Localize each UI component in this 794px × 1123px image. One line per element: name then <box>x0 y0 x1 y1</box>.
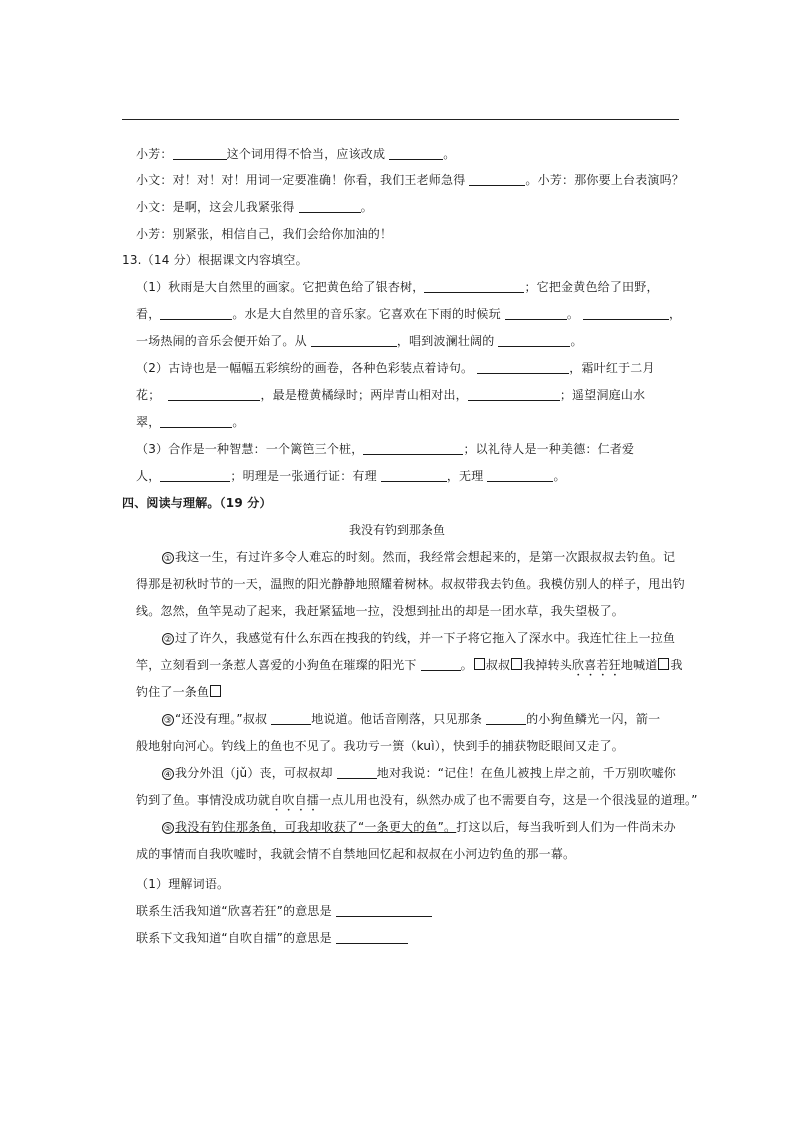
question-text: （3）合作是一种智慧：一个篱笆三个桩， <box>136 442 364 456</box>
dialogue-line-4 <box>136 226 392 242</box>
para-number: ① <box>163 554 173 564</box>
section-title: 四、阅读与理解。（19 分） <box>122 496 272 510</box>
passage-para-4-line1 <box>162 765 676 781</box>
answer-blank[interactable] <box>363 442 463 455</box>
question-text: 联系下文我知道“自吹自擂”的意思是 <box>136 931 332 945</box>
question-13-header <box>122 252 308 268</box>
passage-para-5-line1 <box>162 819 676 835</box>
answer-blank[interactable] <box>336 931 408 944</box>
question-text: ；以礼待人是一种美德：仁者爱 <box>463 442 635 456</box>
answer-blank[interactable] <box>505 307 567 320</box>
passage-para-3-line1 <box>162 711 660 727</box>
punctuation-box[interactable] <box>474 658 485 670</box>
passage-text: 叔叔 <box>485 658 511 672</box>
answer-blank[interactable] <box>487 469 553 482</box>
dialogue-line-2 <box>136 172 684 188</box>
punct: 。 <box>566 307 580 321</box>
passage-text: 的小狗鱼鳞光一闪，箭一 <box>526 712 661 726</box>
punct: 。 <box>232 415 245 429</box>
question-text: 翠， <box>136 415 161 429</box>
passage-text: 过了许久，我感觉有什么东西在拽我的钓线，并一下子将它拖入了深水中。我连忙往上一拉鱼 <box>175 631 676 645</box>
punctuation-box[interactable] <box>658 658 669 670</box>
passage-text: 钓住了一条鱼 <box>136 685 210 699</box>
question-text: 一场热闹的音乐会便开始了。从 <box>136 334 307 348</box>
answer-blank[interactable] <box>477 361 569 374</box>
passage-para-2-line1 <box>162 630 675 646</box>
answer-blank[interactable] <box>389 147 443 160</box>
passage-text: 我这一生，有过许多令人难忘的时刻。然而，我经常会想起来的，是第一次跟叔叔去钓鱼。记 <box>175 550 676 564</box>
answer-blank[interactable] <box>168 388 260 401</box>
question-text: 联系生活我知道“欣喜若狂”的意思是 <box>136 904 332 918</box>
passage-text: 竿，立刻看到一条惹人喜爱的小狗鱼在璀璨的阳光下 <box>136 658 417 672</box>
para-number: ⑤ <box>163 824 173 834</box>
answer-blank[interactable] <box>160 307 232 320</box>
question-text: 花； <box>136 388 161 402</box>
answer-blank[interactable] <box>468 388 560 401</box>
question-text: ，最是橙黄橘绿时；两岸青山相对出， <box>260 388 468 402</box>
answer-blank[interactable] <box>311 334 397 347</box>
q13-part3-line2 <box>136 468 566 484</box>
punct: 。 <box>570 334 583 348</box>
answer-blank[interactable] <box>583 307 669 320</box>
speaker-label: 小芳： <box>136 147 173 161</box>
dialogue-line-1 <box>136 146 455 162</box>
dialogue-text: 小文：是啊，这会儿我紧张得 <box>136 200 295 214</box>
punct: 。 <box>360 200 373 214</box>
passage-text: 钓到了鱼。事情没成功就 <box>136 793 271 807</box>
passage-text: “还没有理。”叔叔 <box>175 712 268 726</box>
question-text: ，霜叶红于二月 <box>569 361 655 375</box>
question-text: 人， <box>136 469 161 483</box>
dialogue-text: 这个词用得不恰当，应该改成 <box>226 147 386 161</box>
punct: 。 <box>553 469 566 483</box>
question-text: （1）秋雨是大自然里的画家。它把黄色给了银杏树， <box>136 280 425 294</box>
passage-para-1-line3 <box>136 603 624 619</box>
emphasized-word: 欣喜若狂 <box>572 658 621 672</box>
question-text: 。水是大自然里的音乐家。它喜欢在下雨的时候玩 <box>232 307 501 321</box>
answer-blank[interactable] <box>498 334 570 347</box>
answer-blank[interactable] <box>173 147 227 160</box>
passage-para-1-line1 <box>162 549 675 565</box>
q13-part1-line2 <box>136 306 681 322</box>
answer-blank[interactable] <box>299 200 361 213</box>
q13-part1-line3 <box>136 333 583 349</box>
question-text: ，唱到波澜壮阔的 <box>396 334 495 348</box>
passage-para-5-line2 <box>136 846 575 862</box>
passage-text: 成的事情而自我吹嘘时，我就会情不自禁地回忆起和叔叔在小河边钓鱼的那一幕。 <box>136 847 576 861</box>
section-4-header <box>122 495 272 511</box>
dialogue-text: 小芳：别紧张，相信自己，我们会给你加油的！ <box>136 227 393 241</box>
passage-title <box>0 522 794 538</box>
dialogue-line-3 <box>136 199 373 215</box>
para-number: ② <box>163 635 173 645</box>
passage-text: 得那是初秋时节的一天，温煦的阳光静静地照耀着树林。叔叔带我去钓鱼。我模仿别人的样子，甩出钓 <box>136 577 686 591</box>
underlined-sentence: 我没有钓住那条鱼，可我却收获了“一条更大的鱼”。 <box>175 820 457 834</box>
q13-part3-line1 <box>136 441 634 457</box>
question-text: ；明理是一张通行证：有理 <box>230 469 377 483</box>
passage-para-4-line2 <box>136 792 698 814</box>
answer-blank[interactable] <box>381 469 447 482</box>
answer-blank[interactable] <box>486 712 526 725</box>
question-title: 13.（14 分）根据课文内容填空。 <box>122 253 308 267</box>
passage-text: 线。忽然，鱼竿晃动了起来，我赶紧猛地一拉，没想到扯出的却是一团水草，我失望极了。 <box>136 604 625 618</box>
punct: 。 <box>460 658 473 672</box>
header-rule <box>122 119 679 120</box>
passage-para-1-line2 <box>136 576 685 592</box>
answer-blank[interactable] <box>421 658 461 671</box>
passage-text: 我掉转头 <box>523 658 573 672</box>
passage-title-text: 我没有钓到那条鱼 <box>348 523 445 537</box>
question-text: （2）古诗也是一幅幅五彩缤纷的画卷，各种色彩装点着诗句。 <box>136 361 474 375</box>
sub-question-title: （1）理解词语。 <box>136 877 230 891</box>
answer-blank[interactable] <box>160 469 230 482</box>
answer-blank[interactable] <box>469 173 525 186</box>
passage-text: 般地射向河心。钓线上的鱼也不见了。我功亏一篑（kuì），快到手的捕获物眨眼间又走了。 <box>136 739 624 753</box>
dialogue-text: 。小芳：那你要上台表演吗？ <box>525 173 685 187</box>
question-text: ，无理 <box>446 469 484 483</box>
para-number: ③ <box>163 716 173 726</box>
q13-part2-line1 <box>136 360 655 376</box>
q13-part2-line2 <box>136 387 645 403</box>
passage-text: 一点儿用也没有，纵然办成了也不需要自夸，这是一个很浅显的道理。” <box>319 793 698 807</box>
passage-text: 地对我说：“记住！在鱼儿被拽上岸之前，千万别吹嘘你 <box>376 766 676 780</box>
passage-para-2-line3 <box>136 684 222 700</box>
sub-question-1 <box>136 876 229 892</box>
passage-text: 我分外沮（jǔ）丧，可叔叔却 <box>175 766 333 780</box>
question-text: 看， <box>136 307 161 321</box>
passage-text: 打这以后，每当我听到人们为一件尚未办 <box>456 820 676 834</box>
passage-text: 地说道。他话音刚落，只见那条 <box>311 712 483 726</box>
answer-blank[interactable] <box>424 280 524 293</box>
answer-blank[interactable] <box>271 712 311 725</box>
question-text: ；它把金黄色给了田野， <box>524 280 659 294</box>
sub-question-1a <box>136 903 432 919</box>
sub-question-1b <box>136 930 408 946</box>
punctuation-box[interactable] <box>210 685 221 697</box>
passage-text: 我 <box>670 658 683 672</box>
punct: ， <box>669 307 682 321</box>
question-text: ；遥望洞庭山水 <box>559 388 646 402</box>
para-number: ④ <box>163 770 173 780</box>
answer-blank[interactable] <box>337 766 377 779</box>
punctuation-box[interactable] <box>511 658 522 670</box>
punct: 。 <box>443 147 456 161</box>
q13-part1-line1 <box>136 279 659 295</box>
emphasized-word: 自吹自擂 <box>270 793 320 807</box>
passage-para-3-line2 <box>136 738 624 754</box>
answer-blank[interactable] <box>160 415 232 428</box>
answer-blank[interactable] <box>336 904 432 917</box>
passage-text: 地喊道 <box>620 658 658 672</box>
q13-part2-line3 <box>136 414 245 430</box>
passage-para-2-line2 <box>136 657 683 679</box>
dialogue-text: 小文：对！对！对！用词一定要准确！你看，我们王老师急得 <box>136 173 466 187</box>
